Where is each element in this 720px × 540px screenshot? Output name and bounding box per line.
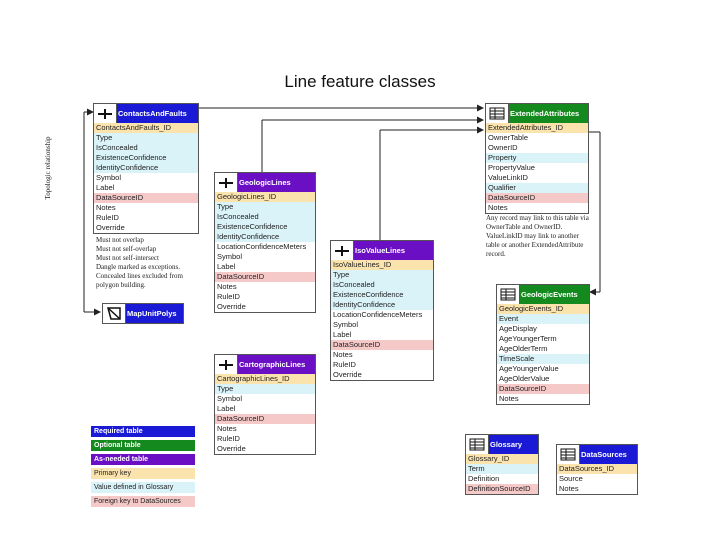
field-row: IdentityConfidence xyxy=(331,300,433,310)
field-row: Source xyxy=(559,474,583,483)
contacts-and-faults-table xyxy=(93,103,199,234)
field-row: IdentityConfidence xyxy=(215,232,315,242)
diagram-title: Line feature classes xyxy=(284,72,436,91)
field-row: AgeOlderTerm xyxy=(499,344,548,353)
field-row: Symbol xyxy=(333,320,359,329)
field-row: LocationConfidenceMeters xyxy=(333,310,423,319)
line-feature-icon xyxy=(215,173,238,192)
topologic-relationship-label: Topologic relationship xyxy=(44,136,52,200)
line-feature-icon xyxy=(331,241,354,260)
field-row: Event xyxy=(497,314,589,324)
field-row: DefinitionSourceID xyxy=(466,484,538,494)
extended-attributes-table xyxy=(485,103,589,214)
field-row: RuleID xyxy=(217,292,240,301)
field-row: Type xyxy=(215,384,315,394)
field-row: Notes xyxy=(333,350,353,359)
table-icon xyxy=(486,104,509,123)
legend xyxy=(91,426,195,510)
field-row: DataSourceID xyxy=(486,193,588,203)
field-row: CartographicLines_ID xyxy=(215,374,315,384)
field-row: Type xyxy=(215,202,315,212)
table-name: MapUnitPolys xyxy=(127,309,177,318)
field-row: ExistenceConfidence xyxy=(94,153,198,163)
field-row: OwnerTable xyxy=(488,133,529,142)
table-name: ContactsAndFaults xyxy=(118,109,187,118)
field-row: Override xyxy=(217,302,246,311)
field-row: DataSourceID xyxy=(497,384,589,394)
field-row: DataSourceID xyxy=(215,414,315,424)
topology-rules-note: Must not overlap Must not self-overlap Must not self-intersect Dangle marked as exceptions. Concealed lines excluded from polygon building. xyxy=(96,236,183,289)
field-row: IsConcealed xyxy=(215,212,315,222)
field-row: AgeYoungerValue xyxy=(499,364,559,373)
polygon-feature-icon xyxy=(103,304,126,323)
table-name: CartographicLines xyxy=(239,360,306,369)
field-row: ExtendedAttributes_ID xyxy=(486,123,588,133)
legend-as-needed: As-needed table xyxy=(91,454,195,465)
geologic-lines-table xyxy=(214,172,316,313)
field-row: Property xyxy=(486,153,588,163)
cartographic-lines-table xyxy=(214,354,316,455)
field-row: RuleID xyxy=(96,213,119,222)
legend-required: Required table xyxy=(91,426,195,437)
field-row: DataSources_ID xyxy=(557,464,637,474)
field-row: LocationConfidenceMeters xyxy=(217,242,307,251)
field-row: TimeScale xyxy=(497,354,589,364)
field-row: AgeDisplay xyxy=(499,324,537,333)
line-feature-icon xyxy=(94,104,117,123)
field-row: GeologicLines_ID xyxy=(215,192,315,202)
line-feature-icon xyxy=(215,355,238,374)
field-row: Qualifier xyxy=(486,183,588,193)
field-row: IdentityConfidence xyxy=(94,163,198,173)
field-row: Notes xyxy=(217,282,237,291)
field-row: Symbol xyxy=(217,252,243,261)
field-row: IsConcealed xyxy=(331,280,433,290)
field-row: RuleID xyxy=(217,434,240,443)
field-row: Label xyxy=(96,183,115,192)
field-row: RuleID xyxy=(333,360,356,369)
field-row: Definition xyxy=(468,474,500,483)
field-row: ValueLinkID xyxy=(488,173,528,182)
field-row: Notes xyxy=(96,203,116,212)
field-row: Override xyxy=(333,370,362,379)
table-icon xyxy=(557,445,580,464)
field-row: Override xyxy=(96,223,125,232)
field-row: Symbol xyxy=(96,173,122,182)
field-row: Label xyxy=(217,262,236,271)
table-icon xyxy=(497,285,520,304)
field-row: PropertyValue xyxy=(488,163,535,172)
table-name: ExtendedAttributes xyxy=(510,109,580,118)
field-row: ContactsAndFaults_ID xyxy=(94,123,198,133)
field-row: Type xyxy=(331,270,433,280)
field-row: Glossary_ID xyxy=(466,454,538,464)
table-name: GeologicEvents xyxy=(521,290,578,299)
field-row: Notes xyxy=(217,424,237,433)
field-row: Symbol xyxy=(217,394,243,403)
table-name: GeologicLines xyxy=(239,178,291,187)
glossary-table xyxy=(465,434,539,495)
field-row: DataSourceID xyxy=(215,272,315,282)
legend-optional: Optional table xyxy=(91,440,195,451)
legend-primary-key: Primary key xyxy=(91,468,195,479)
field-row: AgeOlderValue xyxy=(499,374,550,383)
extended-attributes-note: Any record may link to this table via OwnerTable and OwnerID. ValueLinkID may link to another table or another ExtendedAttribute record. xyxy=(486,214,589,258)
legend-glossary-value: Value defined in Glossary xyxy=(91,482,195,493)
table-name: IsoValueLines xyxy=(355,246,406,255)
field-row: ExistenceConfidence xyxy=(331,290,433,300)
field-row: GeologicEvents_ID xyxy=(497,304,589,314)
field-row: Term xyxy=(466,464,538,474)
table-name: Glossary xyxy=(490,440,523,449)
field-row: Label xyxy=(217,404,236,413)
field-row: AgeYoungerTerm xyxy=(499,334,557,343)
field-row: Notes xyxy=(559,484,579,493)
field-row: Label xyxy=(333,330,352,339)
field-row: ExistenceConfidence xyxy=(215,222,315,232)
iso-value-lines-table xyxy=(330,240,434,381)
field-row: DataSourceID xyxy=(331,340,433,350)
legend-foreign-key: Foreign key to DataSources xyxy=(91,496,195,507)
geologic-events-table xyxy=(496,284,590,405)
field-row: IsConcealed xyxy=(94,143,198,153)
field-row: Notes xyxy=(488,203,508,212)
map-unit-polys-table xyxy=(102,303,184,324)
field-row: IsoValueLines_ID xyxy=(331,260,433,270)
field-row: Type xyxy=(94,133,198,143)
field-row: Notes xyxy=(499,394,519,403)
field-row: Override xyxy=(217,444,246,453)
table-name: DataSources xyxy=(581,450,627,459)
field-row: DataSourceID xyxy=(94,193,198,203)
table-icon xyxy=(466,435,489,454)
data-sources-table xyxy=(556,444,638,495)
field-row: OwnerID xyxy=(488,143,518,152)
